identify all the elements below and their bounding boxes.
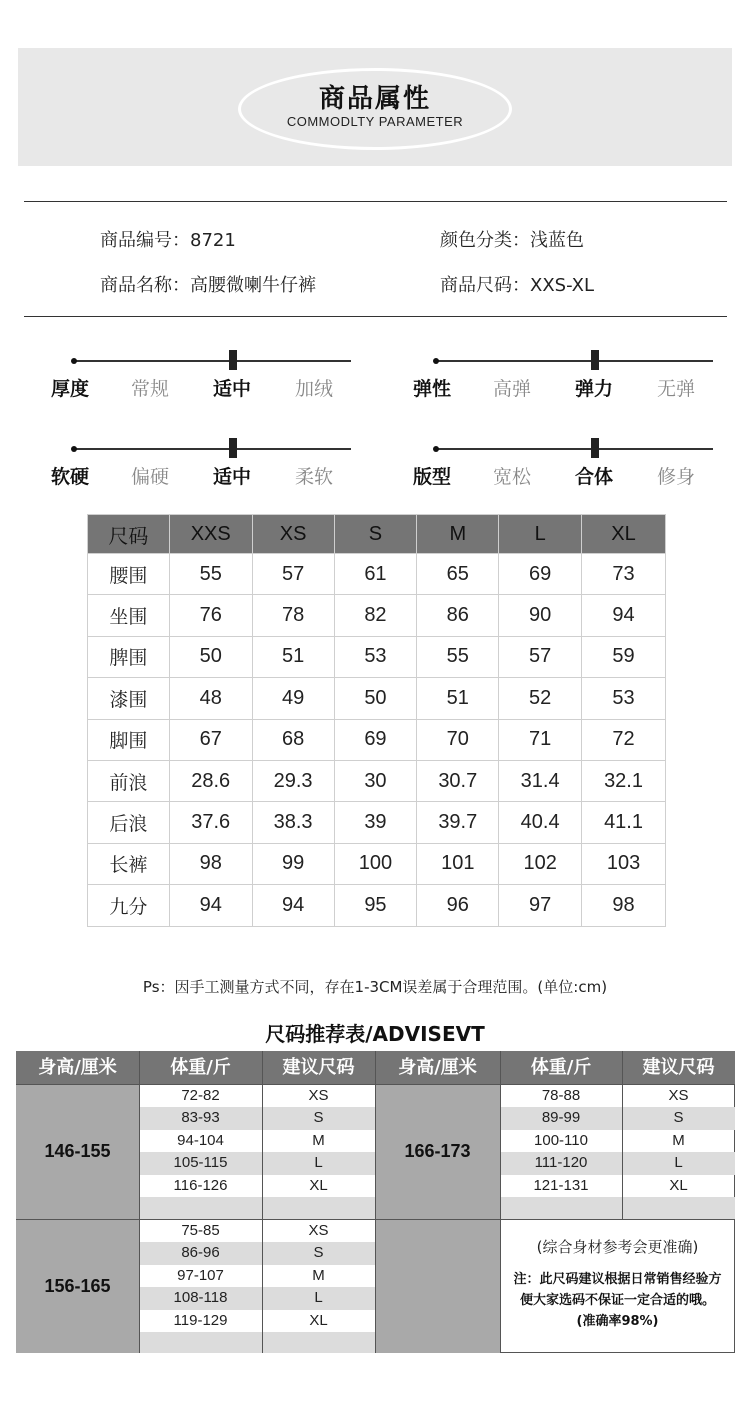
- weight-range-cell: 121-131: [533, 1176, 589, 1194]
- recommend-title: 尺码推荐表/ADVISEVT: [265, 1022, 485, 1046]
- measure-value: 90: [499, 595, 582, 636]
- measure-value: 55: [417, 636, 499, 677]
- weight-range-cell: 94-104: [177, 1131, 224, 1149]
- measure-value: 99: [252, 843, 334, 884]
- filler-row: [139, 1332, 375, 1353]
- weight-range-cell: 119-129: [173, 1311, 228, 1329]
- measure-value: 53: [334, 636, 417, 677]
- size-header-cell: L: [499, 515, 582, 554]
- recommend-header-cell: 身高/厘米: [16, 1051, 139, 1084]
- height-range-cell: 166-173: [375, 1084, 500, 1219]
- measure-value: 94: [169, 885, 252, 926]
- recommend-note-disclaimer: 注：此尺码建议根据日常销售经验方便大家选码不保证一定合适的哦。(准确率98%): [513, 1272, 722, 1329]
- measure-value: 53: [582, 678, 666, 719]
- measure-value: 86: [417, 595, 499, 636]
- measure-value: 76: [169, 595, 252, 636]
- measure-value: 57: [252, 554, 334, 595]
- slider-option: 适中: [212, 378, 251, 400]
- filler-row: [500, 1197, 735, 1219]
- measure-label: 坐围: [88, 595, 170, 636]
- size-table-header: [88, 515, 666, 554]
- slider-option: 弹力: [574, 378, 613, 400]
- height-range-cell: 146-155: [16, 1084, 139, 1219]
- weight-range-cell: 86-96: [139, 1242, 262, 1264]
- measure-value: 39: [334, 802, 417, 843]
- recommend-header-cell: 建议尺码: [262, 1051, 375, 1084]
- slider-option: 无弹: [656, 378, 695, 400]
- measure-value: 55: [169, 554, 252, 595]
- size-table-row: [88, 554, 666, 595]
- slider-name: 厚度: [50, 378, 89, 400]
- slider-name: 弹性: [412, 378, 451, 400]
- table-col-line: [375, 1051, 376, 1353]
- size-header-cell: XL: [582, 515, 666, 554]
- slider-name: 软硬: [50, 466, 89, 488]
- slider-start-dot: [433, 446, 439, 452]
- measure-value: 103: [582, 843, 666, 884]
- table-col-line: [139, 1051, 140, 1353]
- slider-track: [435, 360, 713, 362]
- weight-range-cell: 100-110: [534, 1131, 588, 1149]
- measure-value: 94: [252, 885, 334, 926]
- measure-label: 脚围: [88, 719, 170, 760]
- size-table-row: [88, 678, 666, 719]
- height-filler-cell: [375, 1219, 500, 1353]
- size-table: [87, 514, 666, 927]
- measure-value: 30: [334, 760, 417, 801]
- page-subtitle: COMMODLTY PARAMETER: [286, 114, 464, 129]
- weight-range-cell: 108-118: [139, 1287, 262, 1309]
- recommend-header-cell: 身高/厘米: [375, 1051, 500, 1084]
- slider-knob: [229, 438, 237, 458]
- slider-option: 宽松: [492, 466, 531, 488]
- measure-value: 39.7: [417, 802, 499, 843]
- weight-range-cell: 97-107: [177, 1266, 224, 1284]
- measure-value: 50: [334, 678, 417, 719]
- recommended-size-cell: XS: [308, 1087, 329, 1104]
- measure-value: 82: [334, 595, 417, 636]
- slider-track: [73, 448, 351, 450]
- size-table-row: [88, 843, 666, 884]
- measure-value: 78: [252, 595, 334, 636]
- measure-value: 32.1: [582, 760, 666, 801]
- measure-value: 49: [252, 678, 334, 719]
- measure-value: 30.7: [417, 760, 499, 801]
- measure-value: 38.3: [252, 802, 334, 843]
- recommended-size-cell: XL: [309, 1176, 328, 1194]
- measure-value: 31.4: [499, 760, 582, 801]
- measure-value: 68: [252, 719, 334, 760]
- measure-label: 前浪: [88, 760, 170, 801]
- measure-value: 73: [582, 554, 666, 595]
- slider-option: 偏硬: [130, 466, 169, 488]
- measure-value: 71: [499, 719, 582, 760]
- measure-value: 70: [417, 719, 499, 760]
- measure-value: 67: [169, 719, 252, 760]
- measure-value: 61: [334, 554, 417, 595]
- divider-top: [24, 201, 727, 202]
- table-col-line: [262, 1051, 263, 1353]
- slider-track: [73, 360, 351, 362]
- measure-label: 脾围: [88, 636, 170, 677]
- size-header-cell: XXS: [169, 515, 252, 554]
- size-table-row: [88, 802, 666, 843]
- measure-label: 腰围: [88, 554, 170, 595]
- recommended-size-cell: L: [262, 1152, 375, 1174]
- recommended-size-cell: XS: [668, 1087, 689, 1104]
- measure-value: 29.3: [252, 760, 334, 801]
- measure-value: 101: [417, 843, 499, 884]
- measure-value: 102: [499, 843, 582, 884]
- measure-value: 51: [417, 678, 499, 719]
- measure-label: 长裤: [88, 843, 170, 884]
- slider-option: 柔软: [294, 466, 333, 488]
- page-title: 商品属性: [318, 84, 431, 114]
- slider-track: [435, 448, 713, 450]
- measure-value: 57: [499, 636, 582, 677]
- recommended-size-cell: M: [672, 1131, 685, 1149]
- measure-value: 72: [582, 719, 666, 760]
- item-size-range: 商品尺码：XXS-XL: [440, 275, 595, 296]
- recommended-size-cell: S: [622, 1107, 735, 1129]
- measure-value: 95: [334, 885, 417, 926]
- measure-value: 52: [499, 678, 582, 719]
- recommend-note-reference: (综合身材参考会更准确): [536, 1238, 699, 1256]
- height-range-cell: 156-165: [16, 1219, 139, 1353]
- slider-option: 高弹: [492, 378, 531, 400]
- recommended-size-cell: S: [262, 1107, 375, 1129]
- slider-start-dot: [71, 358, 77, 364]
- recommended-size-cell: M: [312, 1266, 325, 1284]
- recommend-header-cell: 建议尺码: [622, 1051, 735, 1084]
- item-name: 商品名称：高腰微喇牛仔裤: [100, 275, 316, 296]
- size-table-row: [88, 719, 666, 760]
- measure-value: 69: [499, 554, 582, 595]
- weight-range-cell: 89-99: [500, 1107, 622, 1129]
- table-row-line: [16, 1084, 735, 1085]
- measure-value: 97: [499, 885, 582, 926]
- recommended-size-cell: S: [262, 1242, 375, 1264]
- recommended-size-cell: L: [622, 1152, 735, 1174]
- slider-knob: [229, 350, 237, 370]
- measure-value: 98: [582, 885, 666, 926]
- size-header-cell: M: [417, 515, 499, 554]
- slider-start-dot: [71, 446, 77, 452]
- color-category: 颜色分类：浅蓝色: [440, 230, 584, 251]
- size-header-cell: 尺码: [88, 515, 170, 554]
- recommended-size-cell: M: [312, 1131, 325, 1149]
- weight-range-cell: 111-120: [500, 1152, 622, 1174]
- weight-range-cell: 116-126: [173, 1176, 228, 1194]
- weight-range-cell: 105-115: [139, 1152, 262, 1174]
- recommended-size-cell: XL: [309, 1311, 328, 1329]
- measure-value: 41.1: [582, 802, 666, 843]
- measure-value: 94: [582, 595, 666, 636]
- size-table-row: [88, 885, 666, 926]
- measure-label: 漆围: [88, 678, 170, 719]
- slider-option: 适中: [212, 466, 251, 488]
- size-header-cell: XS: [252, 515, 334, 554]
- measure-value: 98: [169, 843, 252, 884]
- size-table-row: [88, 760, 666, 801]
- recommend-header-cell: 体重/斤: [500, 1051, 622, 1084]
- recommended-size-cell: L: [262, 1287, 375, 1309]
- weight-range-cell: 72-82: [181, 1087, 220, 1104]
- item-number: 商品编号：8721: [100, 230, 236, 251]
- slider-start-dot: [433, 358, 439, 364]
- slider-option: 常规: [130, 378, 169, 400]
- recommend-notes: [500, 1218, 735, 1332]
- measure-value: 51: [252, 636, 334, 677]
- filler-row: [139, 1197, 375, 1219]
- measure-value: 28.6: [169, 760, 252, 801]
- size-table-row: [88, 636, 666, 677]
- recommended-size-cell: XS: [308, 1222, 329, 1239]
- weight-range-cell: 78-88: [541, 1087, 581, 1104]
- weight-range-cell: 75-85: [181, 1222, 220, 1239]
- measure-value: 96: [417, 885, 499, 926]
- measure-value: 37.6: [169, 802, 252, 843]
- recommended-size-cell: XL: [669, 1176, 688, 1194]
- measure-value: 40.4: [499, 802, 582, 843]
- measure-value: 50: [169, 636, 252, 677]
- weight-range-cell: 83-93: [139, 1107, 262, 1129]
- table-col-line: [622, 1051, 623, 1219]
- slider-option: 修身: [656, 466, 695, 488]
- size-header-cell: S: [334, 515, 417, 554]
- slider-name: 版型: [412, 466, 451, 488]
- measure-value: 48: [169, 678, 252, 719]
- measure-value: 100: [334, 843, 417, 884]
- measure-value: 65: [417, 554, 499, 595]
- recommend-header-cell: 体重/斤: [139, 1051, 262, 1084]
- slider-knob: [591, 350, 599, 370]
- measure-label: 后浪: [88, 802, 170, 843]
- size-table-row: [88, 595, 666, 636]
- measurement-note: Ps：因手工测量方式不同，存在1-3CM误差属于合理范围。(单位:cm): [142, 978, 608, 996]
- slider-option: 合体: [574, 466, 613, 488]
- divider-bottom: [24, 316, 727, 317]
- slider-option: 加绒: [294, 378, 333, 400]
- measure-label: 九分: [88, 885, 170, 926]
- measure-value: 69: [334, 719, 417, 760]
- measure-value: 59: [582, 636, 666, 677]
- slider-knob: [591, 438, 599, 458]
